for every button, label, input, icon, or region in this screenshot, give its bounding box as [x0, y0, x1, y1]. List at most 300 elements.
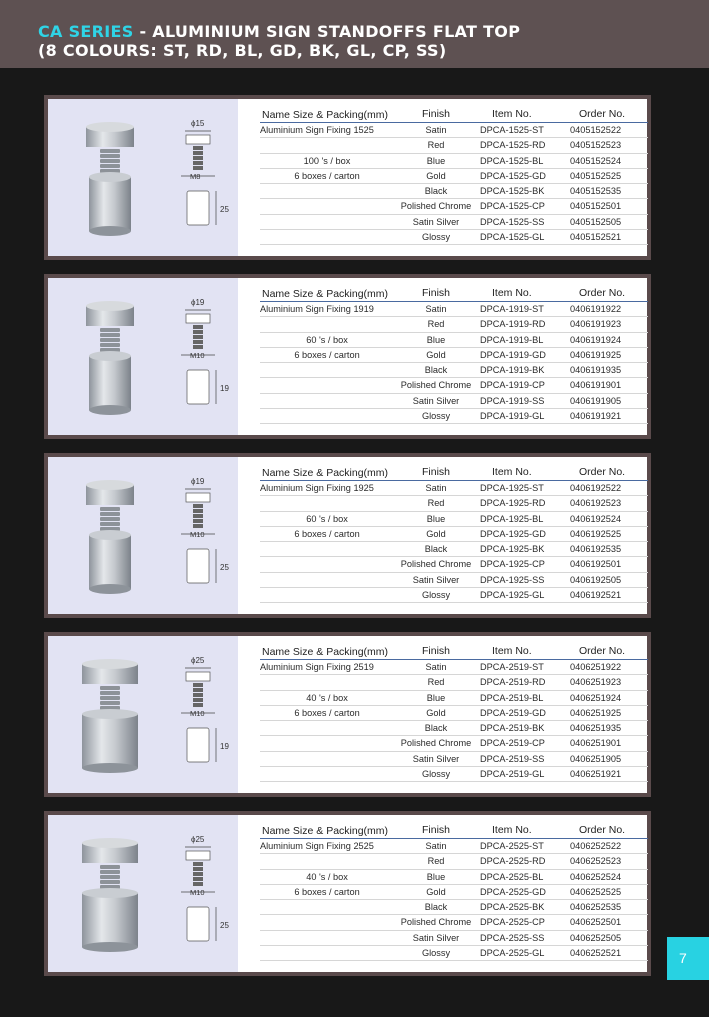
standoff-thread [100, 875, 120, 879]
item-no-cell: DPCA-1525-BL [480, 155, 544, 166]
finish-cell: Satin [425, 841, 447, 851]
standoff-thread [100, 338, 120, 342]
standoff-illustration [48, 815, 238, 972]
table-row [260, 931, 648, 946]
table-row [260, 870, 648, 885]
order-no-cell: 0406252521 [570, 948, 622, 959]
header-name: Name Size & Packing(mm) [262, 467, 389, 479]
table-row [260, 706, 648, 721]
header-finish: Finish [421, 824, 450, 836]
item-no-cell: DPCA-2519-BL [480, 692, 544, 703]
header-name: Name Size & Packing(mm) [262, 109, 389, 121]
product-table [260, 823, 648, 961]
item-no-cell: DPCA-1525-SS [480, 216, 545, 227]
pack-per-carton: 6 boxes / carton [294, 707, 360, 718]
order-no-cell: 0406251922 [570, 662, 622, 672]
finish-cell: Blue [426, 155, 446, 166]
order-no-cell: 0406252525 [570, 886, 622, 897]
product-panel [44, 453, 651, 618]
thread-outline [193, 867, 203, 871]
item-no-cell: DPCA-1919-CP [480, 380, 545, 391]
item-no-cell: DPCA-1525-BK [480, 186, 545, 197]
table-header [260, 644, 648, 660]
standoff-barrel-top [89, 530, 131, 540]
order-no-cell: 0406252522 [570, 841, 622, 851]
table-row [260, 588, 648, 603]
pack-per-box: 100 's / box [303, 155, 351, 166]
table-row [260, 660, 648, 675]
item-no-cell: DPCA-1919-BK [480, 365, 545, 376]
finish-cell: Blue [426, 513, 446, 524]
finish-cell: Satin [425, 483, 447, 493]
item-no-cell: DPCA-2519-BK [480, 723, 545, 734]
standoff-barrel [82, 893, 138, 947]
header-item-no: Item No. [492, 466, 532, 478]
order-no-cell: 0405152523 [570, 140, 622, 151]
product-table [260, 644, 648, 782]
order-no-cell: 0406251905 [570, 753, 622, 764]
item-no-cell: DPCA-2525-BK [480, 902, 545, 913]
standoff-barrel [89, 356, 131, 410]
thread-outline [193, 340, 203, 344]
finish-cell: Polished Chrome [400, 559, 472, 570]
standoff-cap-top [86, 301, 134, 311]
standoff-barrel-top [89, 351, 131, 361]
thread-outline [193, 504, 203, 508]
standoff-thread [100, 870, 120, 874]
finish-cell: Polished Chrome [400, 738, 472, 749]
standoff-illustration [48, 636, 238, 793]
barrel-length-label: 25 [220, 921, 229, 930]
standoff-cap-top [86, 480, 134, 490]
series-label: CA SERIES [38, 22, 134, 41]
table-row [260, 900, 648, 915]
order-no-cell: 0405152524 [570, 155, 622, 166]
pack-per-box: 60 's / box [306, 334, 348, 345]
finish-cell: Gold [426, 170, 446, 181]
order-no-cell: 0406191921 [570, 411, 622, 422]
order-no-cell: 0405152535 [570, 186, 622, 197]
table-row [260, 333, 648, 348]
cap-diameter-label: ϕ19 [191, 477, 205, 486]
order-no-cell: 0406192525 [570, 528, 622, 539]
product-table [260, 286, 648, 424]
table-row [260, 542, 648, 557]
table-row [260, 496, 648, 511]
order-no-cell: 0406192524 [570, 513, 622, 524]
thread-size-label: M8 [190, 172, 201, 181]
cap-outline [186, 135, 210, 144]
thread-outline [193, 862, 203, 866]
page-header [0, 0, 709, 68]
finish-cell: Glossy [421, 232, 451, 243]
table-row [260, 378, 648, 393]
standoff-barrel [89, 535, 131, 589]
finish-cell: Black [424, 902, 448, 913]
standoff-barrel-bottom [89, 405, 131, 415]
order-no-cell: 0406192523 [570, 498, 622, 509]
finish-cell: Gold [426, 707, 446, 718]
order-no-cell: 0406251924 [570, 692, 622, 703]
cap-diameter-label: ϕ15 [191, 119, 205, 128]
product-name: Aluminium Sign Fixing 1525 [260, 125, 374, 135]
thread-outline [193, 872, 203, 876]
item-no-cell: DPCA-2519-ST [480, 662, 544, 672]
item-no-cell: DPCA-1919-GD [480, 349, 546, 360]
finish-cell: Glossy [421, 590, 451, 601]
order-no-cell: 0406192522 [570, 483, 622, 493]
barrel-outline [187, 370, 209, 404]
finish-cell: Glossy [421, 948, 451, 959]
standoff-thread [100, 507, 120, 511]
thread-outline [193, 514, 203, 518]
product-image-area [48, 815, 238, 972]
thread-outline [193, 882, 203, 886]
standoff-barrel-top [82, 888, 138, 898]
thread-outline [193, 524, 203, 528]
thread-outline [193, 693, 203, 697]
thread-outline [193, 151, 203, 155]
item-no-cell: DPCA-2525-BL [480, 871, 544, 882]
colours-subtitle: (8 COLOURS: ST, RD, BL, GD, BK, GL, CP, SS) [38, 41, 447, 60]
item-no-cell: DPCA-1525-ST [480, 125, 544, 135]
barrel-length-label: 25 [220, 205, 229, 214]
finish-cell: Satin Silver [412, 932, 460, 943]
table-row [260, 675, 648, 690]
product-name: Aluminium Sign Fixing 1919 [260, 304, 374, 314]
thread-outline [193, 698, 203, 702]
table-row [260, 691, 648, 706]
table-row [260, 557, 648, 572]
header-order-no: Order No. [579, 287, 626, 299]
panel-content [48, 815, 647, 972]
item-no-cell: DPCA-1925-BL [480, 513, 544, 524]
header-name: Name Size & Packing(mm) [262, 646, 389, 658]
order-no-cell: 0405152505 [570, 216, 622, 227]
cap-diameter-label: ϕ19 [191, 298, 205, 307]
item-no-cell: DPCA-2525-RD [480, 856, 546, 867]
thread-outline [193, 330, 203, 334]
standoff-thread [100, 343, 120, 347]
table-row [260, 138, 648, 153]
order-no-cell: 0406252523 [570, 856, 622, 867]
header-order-no: Order No. [579, 824, 626, 836]
thread-outline [193, 166, 203, 170]
standoff-barrel-top [82, 709, 138, 719]
finish-cell: Red [427, 498, 445, 509]
standoff-thread [100, 517, 120, 521]
finish-cell: Black [424, 186, 448, 197]
product-panel [44, 274, 651, 439]
standoff-thread [100, 696, 120, 700]
order-no-cell: 0406191905 [570, 395, 622, 406]
standoff-illustration [48, 99, 238, 256]
product-panel [44, 632, 651, 797]
order-no-cell: 0405152501 [570, 201, 622, 212]
pack-per-carton: 6 boxes / carton [294, 528, 360, 539]
table-row [260, 169, 648, 184]
thread-outline [193, 325, 203, 329]
order-no-cell: 0406191925 [570, 349, 622, 360]
finish-cell: Glossy [421, 411, 451, 422]
finish-cell: Gold [426, 528, 446, 539]
cap-outline [186, 851, 210, 860]
finish-cell: Satin Silver [412, 574, 460, 585]
standoff-thread [100, 159, 120, 163]
cap-outline [186, 672, 210, 681]
item-no-cell: DPCA-1525-GL [480, 232, 545, 243]
order-no-cell: 0406191935 [570, 365, 622, 376]
header-finish: Finish [421, 287, 450, 299]
thread-outline [193, 683, 203, 687]
order-no-cell: 0406251935 [570, 723, 622, 734]
table-row [260, 573, 648, 588]
product-image-area [48, 278, 238, 435]
order-no-cell: 0406251923 [570, 677, 622, 688]
table-row [260, 481, 648, 496]
cap-outline [186, 314, 210, 323]
finish-cell: Black [424, 365, 448, 376]
finish-cell: Satin Silver [412, 395, 460, 406]
table-row [260, 230, 648, 245]
order-no-cell: 0406191924 [570, 334, 622, 345]
page-number-tab [667, 937, 709, 980]
item-no-cell: DPCA-2519-RD [480, 677, 546, 688]
product-panel [44, 811, 651, 976]
finish-cell: Polished Chrome [400, 917, 472, 928]
thread-size-label: M10 [190, 888, 205, 897]
order-no-cell: 0405152525 [570, 170, 622, 181]
finish-cell: Satin [425, 304, 447, 314]
barrel-outline [187, 549, 209, 583]
product-image-area [48, 99, 238, 256]
table-header [260, 286, 648, 302]
order-no-cell: 0406252535 [570, 902, 622, 913]
finish-cell: Satin [425, 662, 447, 672]
pack-per-box: 40 's / box [306, 871, 348, 882]
table-row [260, 317, 648, 332]
header-name: Name Size & Packing(mm) [262, 288, 389, 300]
header-item-no: Item No. [492, 108, 532, 120]
order-no-cell: 0406191922 [570, 304, 622, 314]
item-no-cell: DPCA-1919-RD [480, 319, 546, 330]
standoff-cap-top [82, 838, 138, 848]
table-row [260, 527, 648, 542]
finish-cell: Black [424, 723, 448, 734]
item-no-cell: DPCA-1925-ST [480, 483, 544, 493]
item-no-cell: DPCA-1925-GL [480, 590, 545, 601]
thread-size-label: M10 [190, 351, 205, 360]
table-row [260, 184, 648, 199]
standoff-thread [100, 691, 120, 695]
order-no-cell: 0406251901 [570, 738, 622, 749]
header-item-no: Item No. [492, 287, 532, 299]
finish-cell: Red [427, 677, 445, 688]
item-no-cell: DPCA-1919-SS [480, 395, 545, 406]
item-no-cell: DPCA-2519-GD [480, 707, 546, 718]
thread-outline [193, 156, 203, 160]
order-no-cell: 0406192505 [570, 574, 622, 585]
standoff-thread [100, 522, 120, 526]
thread-outline [193, 703, 203, 707]
table-header [260, 465, 648, 481]
product-name: Aluminium Sign Fixing 2519 [260, 662, 374, 672]
panel-content [48, 636, 647, 793]
header-order-no: Order No. [579, 466, 626, 478]
table-row [260, 199, 648, 214]
standoff-thread [100, 880, 120, 884]
barrel-length-label: 19 [220, 742, 229, 751]
item-no-cell: DPCA-1525-CP [480, 201, 545, 212]
thread-outline [193, 688, 203, 692]
finish-cell: Black [424, 544, 448, 555]
thread-outline [193, 345, 203, 349]
item-no-cell: DPCA-2525-ST [480, 841, 544, 851]
header-item-no: Item No. [492, 645, 532, 657]
finish-cell: Polished Chrome [400, 201, 472, 212]
thread-outline [193, 146, 203, 150]
standoff-thread [100, 865, 120, 869]
standoff-illustration [48, 457, 238, 614]
order-no-cell: 0405152521 [570, 232, 622, 243]
standoff-barrel-bottom [89, 226, 131, 236]
item-no-cell: DPCA-1925-BK [480, 544, 545, 555]
panel-content [48, 278, 647, 435]
finish-cell: Blue [426, 334, 446, 345]
table-row [260, 363, 648, 378]
item-no-cell: DPCA-1925-RD [480, 498, 546, 509]
order-no-cell: 0406192535 [570, 544, 622, 555]
order-no-cell: 0406252505 [570, 932, 622, 943]
item-no-cell: DPCA-1919-GL [480, 411, 545, 422]
finish-cell: Gold [426, 886, 446, 897]
item-no-cell: DPCA-2525-SS [480, 932, 545, 943]
panel-content [48, 99, 647, 256]
table-header [260, 823, 648, 839]
table-row [260, 154, 648, 169]
table-row [260, 885, 648, 900]
order-no-cell: 0406192501 [570, 559, 622, 570]
finish-cell: Satin Silver [412, 216, 460, 227]
cap-diameter-label: ϕ25 [191, 656, 205, 665]
finish-cell: Blue [426, 871, 446, 882]
header-order-no: Order No. [579, 645, 626, 657]
table-header [260, 107, 648, 123]
standoff-cap-top [86, 122, 134, 132]
finish-cell: Satin Silver [412, 753, 460, 764]
item-no-cell: DPCA-1919-BL [480, 334, 544, 345]
table-row [260, 839, 648, 854]
standoff-thread [100, 701, 120, 705]
table-row [260, 409, 648, 424]
header-finish: Finish [421, 466, 450, 478]
standoff-thread [100, 512, 120, 516]
product-name: Aluminium Sign Fixing 1925 [260, 483, 374, 493]
pack-per-box: 60 's / box [306, 513, 348, 524]
standoff-barrel-top [89, 172, 131, 182]
table-row [260, 854, 648, 869]
title-text: - ALUMINIUM SIGN STANDOFFS FLAT TOP [133, 22, 521, 41]
page-title [38, 22, 520, 41]
finish-cell: Red [427, 140, 445, 151]
finish-cell: Red [427, 856, 445, 867]
standoff-thread [100, 686, 120, 690]
table-row [260, 302, 648, 317]
pack-per-box: 40 's / box [306, 692, 348, 703]
thread-outline [193, 161, 203, 165]
pack-per-carton: 6 boxes / carton [294, 349, 360, 360]
standoff-thread [100, 328, 120, 332]
standoff-barrel [82, 714, 138, 768]
product-image-area [48, 636, 238, 793]
order-no-cell: 0406191901 [570, 380, 622, 391]
item-no-cell: DPCA-2525-CP [480, 917, 545, 928]
item-no-cell: DPCA-1925-SS [480, 574, 545, 585]
order-no-cell: 0406251925 [570, 707, 622, 718]
standoff-cap-top [82, 659, 138, 669]
thread-outline [193, 877, 203, 881]
finish-cell: Gold [426, 349, 446, 360]
page-number: 7 [679, 950, 687, 966]
header-item-no: Item No. [492, 824, 532, 836]
table-row [260, 736, 648, 751]
item-no-cell: DPCA-1925-CP [480, 559, 545, 570]
barrel-outline [187, 907, 209, 941]
order-no-cell: 0406192521 [570, 590, 622, 601]
table-row [260, 215, 648, 230]
item-no-cell: DPCA-2519-CP [480, 738, 545, 749]
finish-cell: Satin [425, 125, 447, 135]
finish-cell: Glossy [421, 769, 451, 780]
barrel-length-label: 25 [220, 563, 229, 572]
product-table [260, 107, 648, 245]
cap-outline [186, 493, 210, 502]
finish-cell: Red [427, 319, 445, 330]
product-name: Aluminium Sign Fixing 2525 [260, 841, 374, 851]
order-no-cell: 0406251921 [570, 769, 622, 780]
header-finish: Finish [421, 645, 450, 657]
item-no-cell: DPCA-1525-GD [480, 170, 546, 181]
standoff-illustration [48, 278, 238, 435]
header-name: Name Size & Packing(mm) [262, 825, 389, 837]
thread-size-label: M10 [190, 709, 205, 718]
table-row [260, 512, 648, 527]
barrel-length-label: 19 [220, 384, 229, 393]
table-row [260, 767, 648, 782]
item-no-cell: DPCA-2525-GL [480, 948, 545, 959]
standoff-thread [100, 149, 120, 153]
standoff-barrel-bottom [82, 942, 138, 952]
standoff-thread [100, 164, 120, 168]
barrel-outline [187, 191, 209, 225]
order-no-cell: 0406252501 [570, 917, 622, 928]
thread-outline [193, 509, 203, 513]
item-no-cell: DPCA-1919-ST [480, 304, 544, 314]
thread-outline [193, 519, 203, 523]
item-no-cell: DPCA-1525-RD [480, 140, 546, 151]
finish-cell: Blue [426, 692, 446, 703]
table-row [260, 394, 648, 409]
item-no-cell: DPCA-1925-GD [480, 528, 546, 539]
order-no-cell: 0406191923 [570, 319, 622, 330]
header-finish: Finish [421, 108, 450, 120]
order-no-cell: 0405152522 [570, 125, 622, 135]
item-no-cell: DPCA-2525-GD [480, 886, 546, 897]
standoff-thread [100, 333, 120, 337]
cap-diameter-label: ϕ25 [191, 835, 205, 844]
pack-per-carton: 6 boxes / carton [294, 886, 360, 897]
table-row [260, 752, 648, 767]
